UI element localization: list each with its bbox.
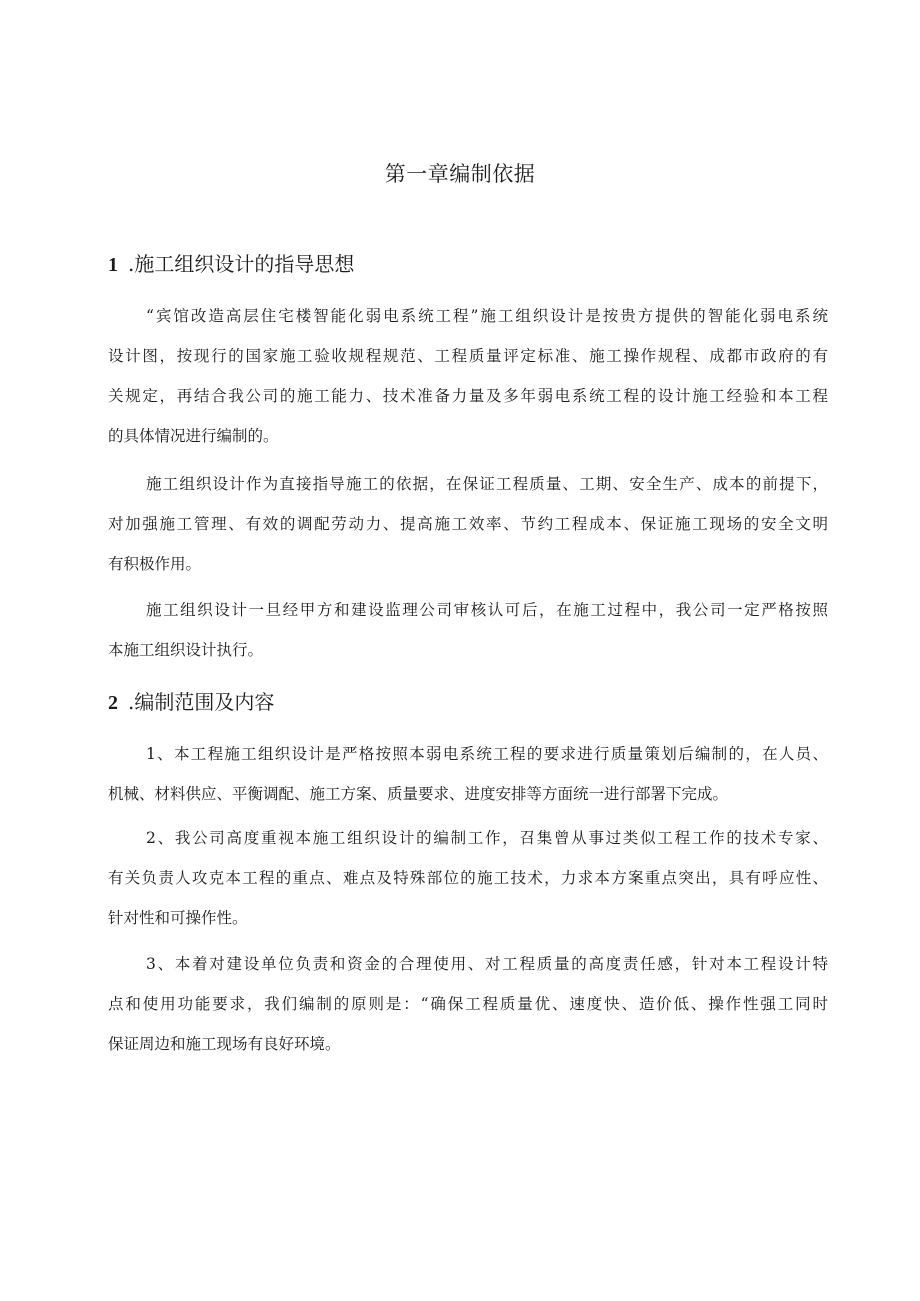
paragraph-line: 设计图，按现行的国家施工验收规程规范、工程质量评定标准、施工操作规程、成都市政府的有 — [108, 347, 828, 365]
paragraph-line: 施工组织设计一旦经甲方和建设监理公司审核认可后，在施工过程中，我公司一定严格按照 — [146, 601, 828, 619]
paragraph-line: 机械、材料供应、平衡调配、施工方案、质量要求、进度安排等方面统一进行部署下完成。 — [108, 785, 729, 803]
paragraph-line: 针对性和可操作性。 — [108, 909, 248, 927]
paragraph-line: 1、本工程施工组织设计是严格按照本弱电系统工程的要求进行质量策划后编制的，在人员、 — [146, 745, 828, 763]
section-number: 1 — [108, 254, 118, 276]
paragraph — [108, 464, 828, 584]
section-title: .编制范围及内容 — [128, 690, 275, 714]
section-number: 2 — [108, 692, 118, 714]
paragraph-line: 本施工组织设计执行。 — [108, 641, 264, 659]
paragraph-line: 施工组织设计作为直接指导施工的依据，在保证工程质量、工期、安全生产、成本的前提下， — [146, 475, 828, 493]
paragraph — [108, 818, 828, 938]
section-title: .施工组织设计的指导思想 — [128, 252, 355, 276]
paragraph-line: 保证周边和施工现场有良好环境。 — [108, 1035, 341, 1053]
paragraph — [108, 590, 828, 670]
paragraph-line: 点和使用功能要求，我们编制的原则是：“确保工程质量优、速度快、造价低、操作性强工同时 — [108, 995, 828, 1013]
paragraph-line: “宾馆改造高层住宅楼智能化弱电系统工程”施工组织设计是按贵方提供的智能化弱电系统 — [146, 307, 828, 325]
paragraph — [108, 944, 828, 1064]
chapter-title: 第一章编制依据 — [384, 162, 536, 186]
paragraph-line: 关规定，再结合我公司的施工能力、技术准备力量及多年弱电系统工程的设计施工经验和本工程 — [108, 387, 828, 405]
paragraph-line: 有关负责人攻克本工程的重点、难点及特殊部位的施工技术，力求本方案重点突出，具有呼应性、 — [108, 869, 828, 887]
paragraph — [108, 734, 828, 814]
paragraph-line: 2、我公司高度重视本施工组织设计的编制工作，召集曾从事过类似工程工作的技术专家、 — [146, 829, 828, 847]
section-heading-2 — [108, 686, 274, 715]
paragraph-line: 有积极作用。 — [108, 555, 202, 573]
paragraph-line: 对加强施工管理、有效的调配劳动力、提高施工效率、节约工程成本、保证施工现场的安全文明 — [108, 515, 828, 533]
section-heading-1 — [108, 248, 354, 277]
paragraph-line: 的具体情况进行编制的。 — [108, 427, 279, 445]
paragraph-line: 3、本着对建设单位负责和资金的合理使用、对工程质量的高度责任感，针对本工程设计特 — [146, 955, 828, 973]
paragraph — [108, 296, 828, 456]
